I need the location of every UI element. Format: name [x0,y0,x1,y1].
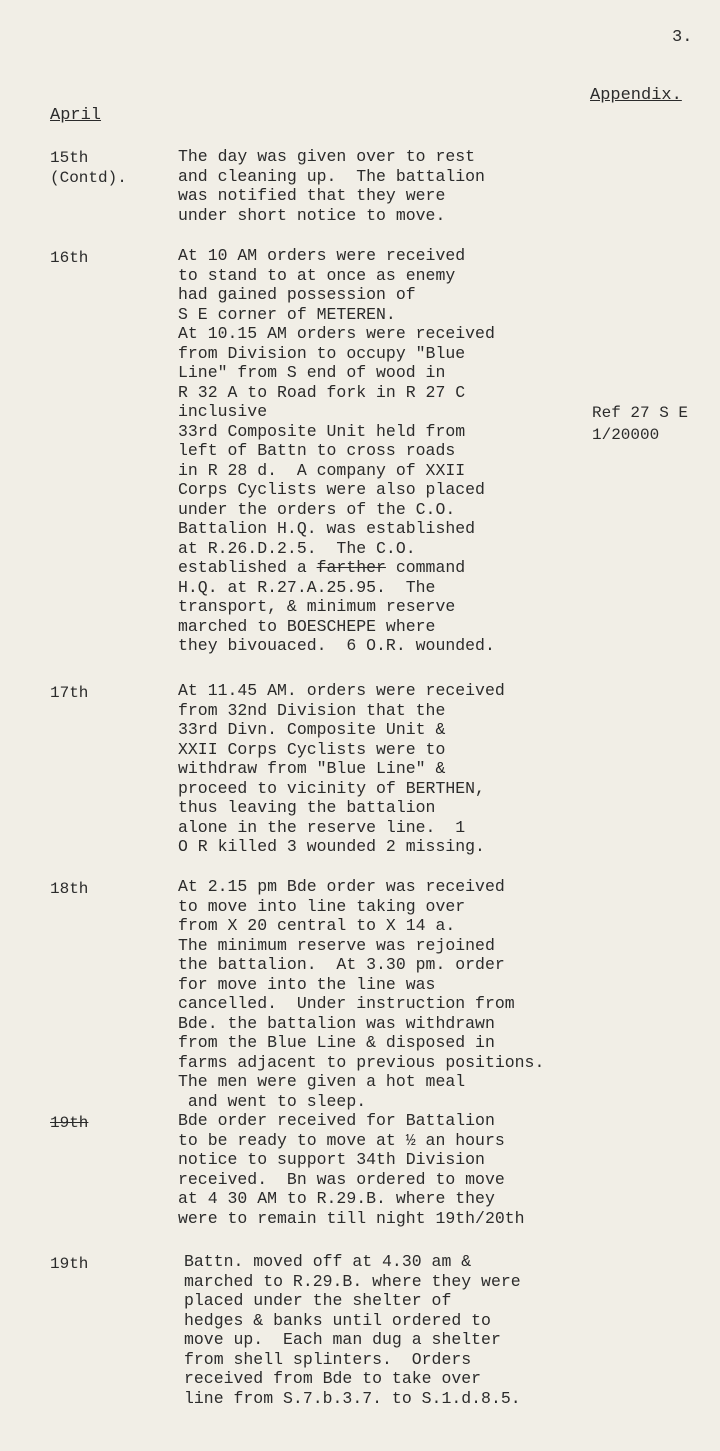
text-line: was notified that they were [178,186,446,205]
text-line: At 11.45 AM. orders were received [178,681,505,700]
text-line: Line" from S end of wood in [178,363,446,382]
struck-word: farther [316,558,386,577]
text-line: line from S.7.b.3.7. to S.1.d.8.5. [184,1388,521,1408]
text-line: to move into line taking over [178,896,466,916]
date-line: 17th [50,684,89,702]
text-fragment: established a [178,558,317,577]
entry-text [178,1111,628,1228]
text-line: 33rd Composite Unit held from [178,421,466,441]
text-line: At 2.15 pm Bde order was received [178,877,505,896]
text-line: The minimum reserve was rejoined [178,935,495,955]
text-line: Bde. the battalion was withdrawn [178,1013,495,1033]
text-line: Battalion H.Q. was established [178,519,476,538]
text-line: inclusive [178,402,268,421]
text-line: cancelled. Under instruction from [178,994,515,1013]
text-line: were to remain till night 19th/20th [178,1208,525,1228]
entry-text [178,681,628,857]
entry-text [184,1252,634,1408]
text-line: received from Bde to take over [184,1369,482,1388]
month-heading: April [50,106,102,125]
page-number: 3. [672,28,693,47]
text-line: 33rd Divn. Composite Unit & [178,720,446,739]
text-line: withdraw from "Blue Line" & [178,759,446,778]
entry-date [50,1254,88,1274]
text-line: received. Bn was ordered to move [178,1169,505,1189]
text-line: hedges & banks until ordered to [184,1310,491,1330]
text-line: and cleaning up. The battalion [178,166,485,186]
text-line: from shell splinters. Orders [184,1349,472,1369]
text-line: Battn. moved off at 4.30 am & [184,1252,472,1271]
date-line: 16th [50,249,89,267]
appendix-label: Appendix. [590,86,682,105]
text-line: Corps Cyclists were also placed [178,480,485,499]
entry-date [50,1113,88,1133]
date-line: 15th [50,149,89,167]
text-line: from the Blue Line & disposed in [178,1033,495,1052]
text-line: at R.26.D.2.5. The C.O. [178,538,416,558]
text-line: in R 28 d. A company of XXII [178,460,466,480]
text-line: thus leaving the battalion [178,798,436,817]
entry-text [178,246,628,656]
text-line: XXII Corps Cyclists were to [178,739,446,759]
text-line: Bde order received for Battalion [178,1111,495,1130]
text-line: At 10.15 AM orders were received [178,324,495,343]
text-line: The day was given over to rest [178,147,476,166]
text-line: move up. Each man dug a shelter [184,1330,501,1349]
text-line: S E corner of METEREN. [178,304,396,324]
text-line: H.Q. at R.27.A.25.95. The [178,577,436,597]
text-line: farms adjacent to previous positions. [178,1052,545,1072]
text-line: from 32nd Division that the [178,700,446,720]
text-line: The men were given a hot meal [178,1072,466,1091]
text-line: for move into the line was [178,974,436,994]
date-line: 19th [50,1114,89,1132]
text-line: alone in the reserve line. 1 [178,817,466,837]
text-line: from X 20 central to X 14 a. [178,916,456,935]
text-line: left of Battn to cross roads [178,441,456,460]
text-fragment: command [385,558,466,577]
text-line: marched to BOESCHEPE where [178,616,436,636]
entry-date [50,683,88,703]
text-line: R 32 A to Road fork in R 27 C [178,382,466,402]
text-line: placed under the shelter of [184,1291,452,1310]
text-line: O R killed 3 wounded 2 missing. [178,837,485,856]
text-line: under short notice to move. [178,205,446,225]
date-line: (Contd). [50,169,127,187]
text-line: to stand to at once as enemy [178,265,456,285]
text-line: proceed to vicinity of BERTHEN, [178,778,485,798]
map-reference-line: 1/20000 [592,426,660,444]
text-line: at 4 30 AM to R.29.B. where they [178,1189,495,1208]
entry-text [178,147,628,225]
text-line: under the orders of the C.O. [178,499,456,519]
date-line: 18th [50,880,89,898]
entry-date [50,248,88,268]
entry-date [50,879,88,899]
text-line: from Division to occupy "Blue [178,343,466,363]
text-line: marched to R.29.B. where they were [184,1271,521,1291]
text-line: At 10 AM orders were received [178,246,466,265]
text-line: transport, & minimum reserve [178,597,456,616]
text-line [178,558,628,578]
map-reference-line: Ref 27 S E [592,404,689,422]
text-line: notice to support 34th Division [178,1150,485,1169]
text-line: had gained possession of [178,285,416,304]
text-line: they bivouaced. 6 O.R. wounded. [178,636,495,655]
entry-text [178,877,628,1111]
entry-date [50,148,127,188]
text-line: and went to sleep. [178,1091,367,1111]
map-reference [592,402,688,446]
text-line: the battalion. At 3.30 pm. order [178,955,505,974]
text-line: to be ready to move at ½ an hours [178,1130,505,1150]
date-line: 19th [50,1255,89,1273]
